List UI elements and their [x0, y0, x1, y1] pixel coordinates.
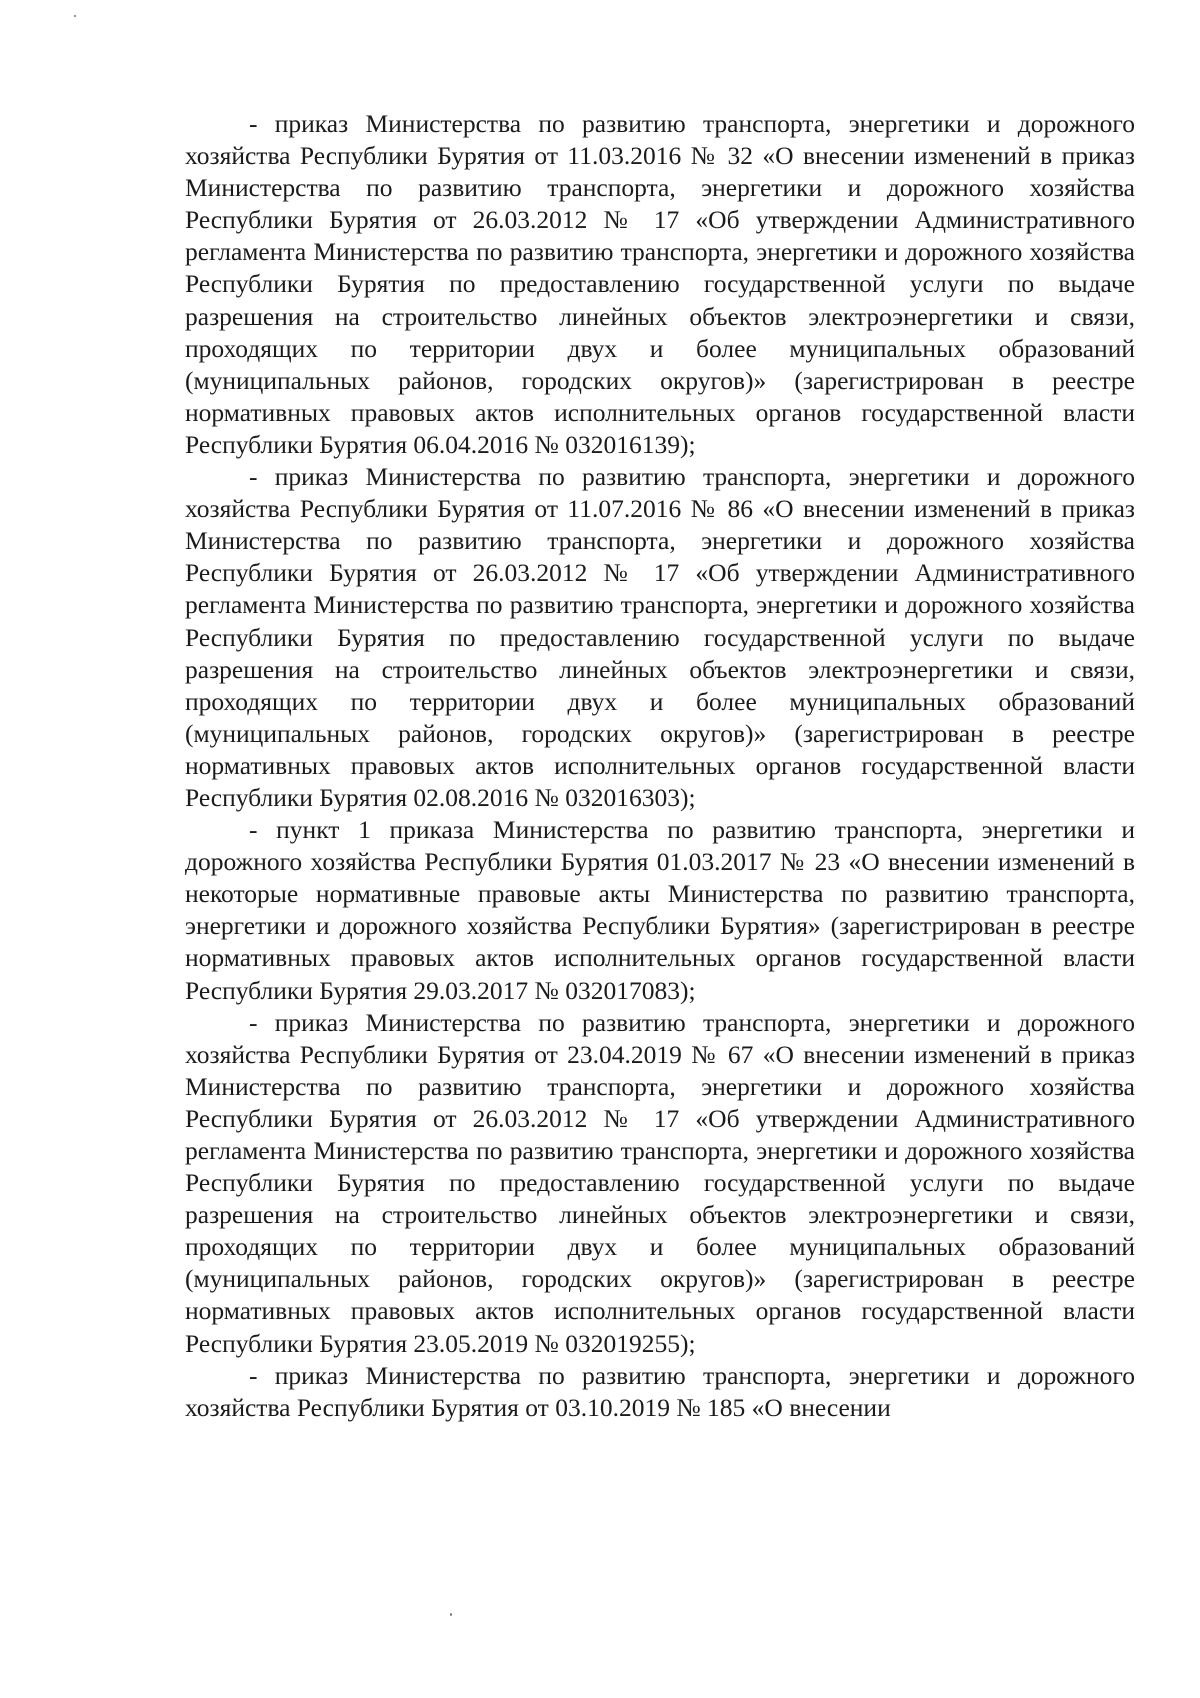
paragraph-order-1: - приказ Министерства по развитию транспорта, энергетики и дорожного хозяйства Республики Бурятия от 11.03.2016 № 32 «О внесении изменений в приказ Министерства по развитию транспорта, энергетики и дорожного хозяйства Республики Бурятия от 26.03.2012 № 17 «Об утверждении Административного регламента Министерства по развитию транспорта, энергетики и дорожного хозяйства Республики Бурятия по предоставлению государственной услуги по выдаче разрешения на строительство линейных объектов электроэнергетики и связи, проходящих по территории двух и более муниципальных образований (муниципальных районов, городских округов)» (зарегистрирован в реестре нормативных правовых актов исполнительных органов государственной власти Республики Бурятия 06.04.2016 № 032016139);	[185, 109, 1135, 459]
paragraph-order-2: - приказ Министерства по развитию транспорта, энергетики и дорожного хозяйства Республики Бурятия от 11.07.2016 № 86 «О внесении изменений в приказ Министерства по развитию транспорта, энергетики и дорожного хозяйства Республики Бурятия от 26.03.2012 № 17 «Об утверждении Административного регламента Министерства по развитию транспорта, энергетики и дорожного хозяйства Республики Бурятия по предоставлению государственной услуги по выдаче разрешения на строительство линейных объектов электроэнергетики и связи, проходящих по территории двух и более муниципальных образований (муниципальных районов, городских округов)» (зарегистрирован в реестре нормативных правовых актов исполнительных органов государственной власти Республики Бурятия 02.08.2016 № 032016303);	[185, 462, 1135, 812]
document-body	[185, 108, 1135, 1424]
paragraph-order-3: - пункт 1 приказа Министерства по развитию транспорта, энергетики и дорожного хозяйства Республики Бурятия 01.03.2017 № 23 «О внесении изменений в некоторые нормативные правовые акты Министерства по развитию транспорта, энергетики и дорожного хозяйства Республики Бурятия» (зарегистрирован в реестре нормативных правовых актов исполнительных органов государственной власти Республики Бурятия 29.03.2017 № 032017083);	[185, 815, 1135, 1005]
scan-speck	[74, 15, 76, 17]
paragraph-order-5: - приказ Министерства по развитию транспорта, энергетики и дорожного хозяйства Республики Бурятия от 03.10.2019 № 185 «О внесении	[185, 1360, 1135, 1422]
paragraph-order-4: - приказ Министерства по развитию транспорта, энергетики и дорожного хозяйства Республики Бурятия от 23.04.2019 № 67 «О внесении изменений в приказ Министерства по развитию транспорта, энергетики и дорожного хозяйства Республики Бурятия от 26.03.2012 № 17 «Об утверждении Административного регламента Министерства по развитию транспорта, энергетики и дорожного хозяйства Республики Бурятия по предоставлению государственной услуги по выдаче разрешения на строительство линейных объектов электроэнергетики и связи, проходящих по территории двух и более муниципальных образований (муниципальных районов, городских округов)» (зарегистрирован в реестре нормативных правовых актов исполнительных органов государственной власти Республики Бурятия 23.05.2019 № 032019255);	[185, 1007, 1135, 1358]
scan-speck	[450, 1613, 452, 1616]
